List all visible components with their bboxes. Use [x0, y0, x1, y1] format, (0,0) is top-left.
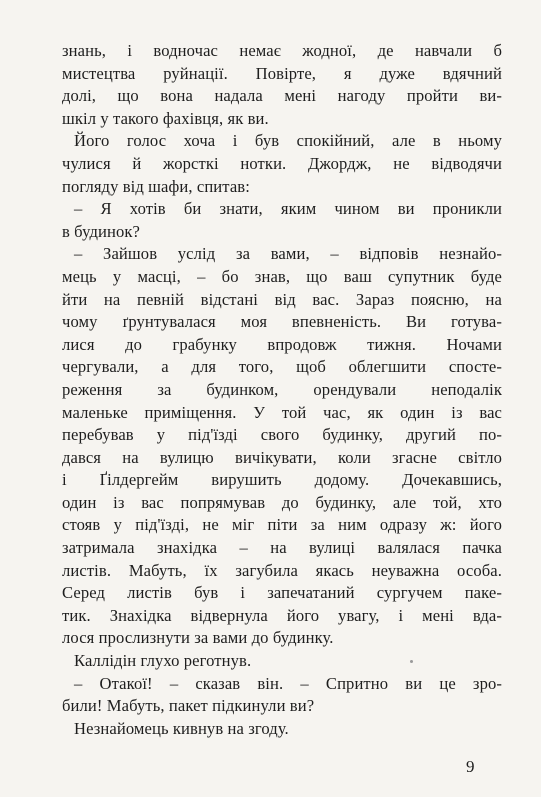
paragraph-start-line: – Я хотів би знати, яким чином ви проникли	[74, 199, 502, 219]
text-line: погляду від шафи, спитав:	[62, 176, 250, 196]
text-line: били! Мабуть, пакет підкинули ви?	[62, 696, 315, 716]
text-line: реження за будинком, орендували неподалік	[62, 379, 502, 399]
text-line: долі, що вона надала мені нагоду пройти ви-	[62, 86, 502, 106]
text-line: в будинок?	[62, 221, 140, 241]
page-number: 9	[466, 757, 475, 776]
paragraph-start-line: Його голос хоча і був спокійний, але в ньому	[74, 131, 502, 151]
text-line: чому ґрунтувалася моя впевненість. Ви готува-	[62, 312, 502, 332]
text-line: листів. Мабуть, їх загубила якась неуважна особа.	[62, 560, 502, 580]
text-line: чергували, а для того, щоб облегшити спосте-	[62, 357, 502, 377]
text-line: шкіл у такого фахівця, як ви.	[62, 108, 269, 128]
text-line: мець у масці, – бо знав, що ваш супутник буде	[62, 266, 502, 286]
paper-speck	[410, 660, 413, 663]
paragraph-start-line: Каллідін глухо реготнув.	[74, 651, 252, 671]
text-line: знань, і водночас немає жодної, де навчали б	[62, 41, 502, 60]
text-line: затримала знахідка – на вулиці валялася пачка	[62, 538, 502, 558]
paragraph-start-line: – Отакої! – сказав він. – Спритно ви це зро-	[74, 673, 502, 693]
text-line: лося прослизнути за вами до будинку.	[62, 628, 334, 648]
text-line: один із вас попрямував до будинку, але той, хто	[62, 492, 502, 512]
text-line: маленьке приміщення. У той час, як один із вас	[62, 402, 502, 422]
text-line: перебував у під'їзді свого будинку, другий по-	[62, 425, 502, 445]
text-line: тик. Знахідка відвернула його увагу, і мені вда-	[62, 605, 502, 625]
paragraph-start-line: – Зайшов услід за вами, – відповів незнайо-	[74, 244, 502, 264]
text-line: лися до грабунку впродовж тижня. Ночами	[62, 334, 502, 354]
text-line: Серед листів був і запечатаний сургучем паке-	[62, 583, 502, 603]
text-line: йти на певній відстані від вас. Зараз поясню, на	[62, 289, 502, 309]
text-line: мистецтва руйнації. Повірте, я дуже вдячний	[62, 63, 502, 83]
page-body-text	[62, 40, 502, 740]
paragraph-start-line: Незнайомець кивнув на згоду.	[74, 718, 289, 738]
text-line: стояв у під'їзді, не міг піти за ним одразу ж: його	[62, 515, 502, 535]
text-line: і Ґілдергейм вирушить додому. Дочекавшись,	[62, 470, 502, 490]
text-line: дався на вулицю вичікувати, коли згасне світло	[62, 447, 502, 467]
text-line: чулися й жорсткі нотки. Джордж, не відводячи	[62, 153, 502, 173]
